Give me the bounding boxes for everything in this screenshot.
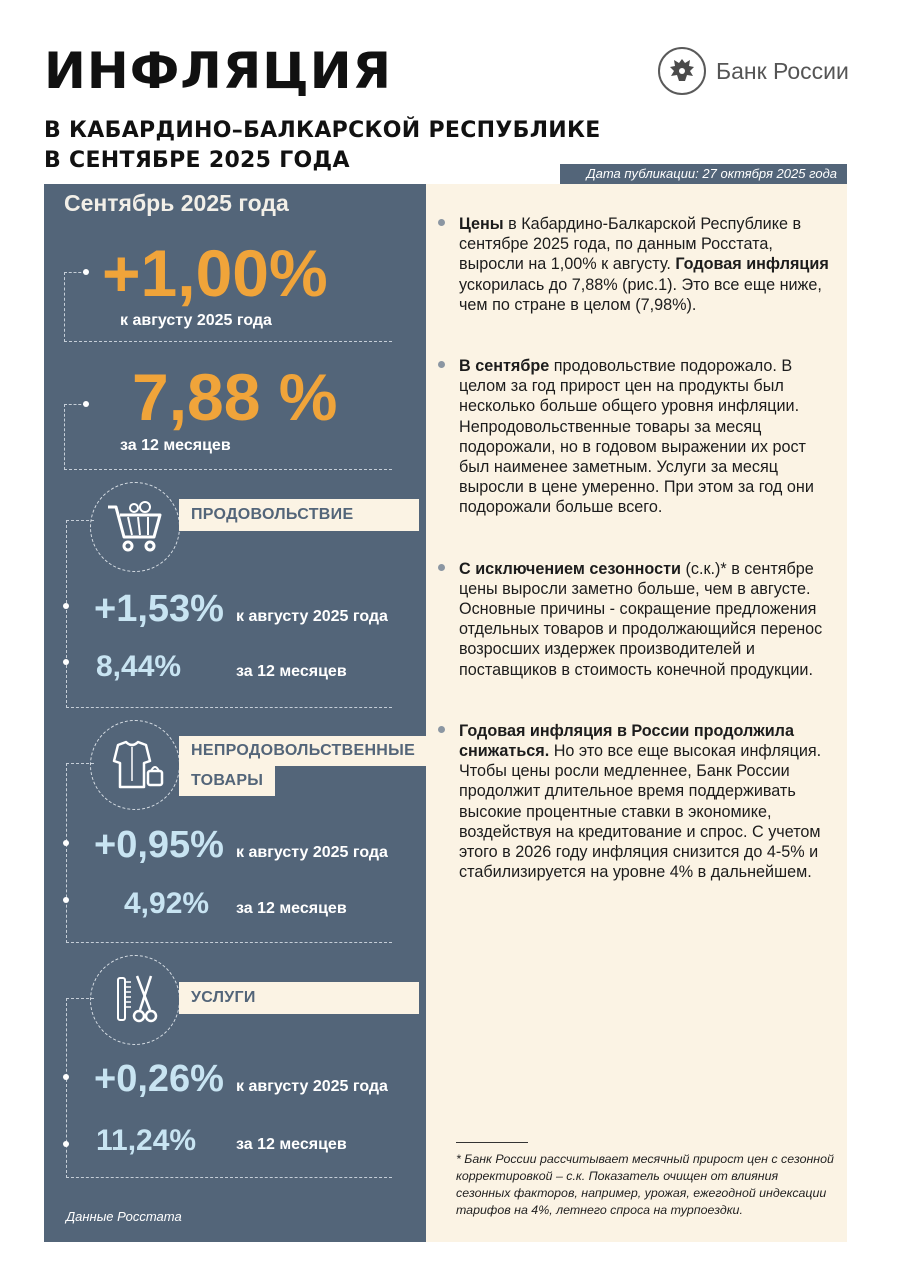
subtitle-line-2: В СЕНТЯБРЕ 2025 ГОДА — [44, 148, 350, 173]
bullet-text: ускорилась до 7,88% (рис.1). Это все еще ниже, чем по стране в целом (7,98%). — [459, 275, 822, 314]
dot-marker — [83, 269, 89, 275]
commentary-list — [438, 214, 838, 923]
bracket-annual — [64, 404, 86, 470]
food-monthly-caption: к августу 2025 года — [236, 608, 388, 625]
comb-scissors-icon — [104, 972, 166, 1028]
page-title: ИНФЛЯЦИЯ — [44, 42, 393, 100]
food-annual-caption: за 12 месяцев — [236, 663, 347, 680]
services-monthly-value: +0,26% — [94, 1058, 224, 1100]
bullet-text: Но это все еще высокая инфляция. Чтобы цены росли медленнее, Банк России продолжит длительное время поддерживать высокие процентные ставки в экономике, воздействуя на кредитование и спрос. С учетом этого в 2026 году инфляция снизится до 4-5% и стабилизируется на уровне 4% в дальнейшем. — [459, 742, 822, 882]
bracket-monthly — [64, 272, 86, 342]
dot-marker — [63, 1074, 69, 1080]
category-label-nonfood — [179, 736, 427, 796]
nonfood-annual-value: 4,92% — [124, 887, 210, 920]
footnote-rule — [456, 1142, 528, 1143]
category-label-food: ПРОДОВОЛЬСТВИЕ — [179, 499, 419, 531]
food-monthly-value: +1,53% — [94, 588, 224, 630]
footnote: * Банк России рассчитывает месячный прирост цен с сезонной корректировкой – с.к. Показатель очищен от влияния сезонных факторов, например, урожая, ежегодной индексации тарифов на 4%, летнего спроса на турпоездки. — [456, 1152, 834, 1217]
bracket-nonfood — [66, 763, 94, 943]
bullet-bold: Годовая инфляция в России продолжила снижаться. — [459, 721, 794, 761]
data-source: Данные Росстата — [66, 1209, 182, 1224]
bullet-text: в Кабардино-Балкарской Республике в сентябре 2025 года, по данным Росстата, выросли на 1,00% к августу. — [459, 215, 802, 274]
category-label-services: УСЛУГИ — [179, 982, 419, 1014]
nonfood-annual-caption: за 12 месяцев — [236, 900, 347, 917]
bullet-bold: В сентябре — [459, 357, 550, 376]
bullet-text: продовольствие подорожало. В целом за год прирост цен на продукты был несколько больше общего уровня инфляции. Непродовольственные товары за месяц подорожали, но в годовом выражении их рост был наименее заметным. Услуги за месяц выросли в цене умеренно. При этом за год они подорожали больше всего. — [459, 357, 814, 517]
clothes-bag-icon — [104, 737, 166, 793]
category-label-nonfood-line1: НЕПРОДОВОЛЬСТВЕННЫЕ — [179, 736, 427, 766]
bank-name: Банк России — [716, 57, 849, 84]
subtitle-line-1: В КАБАРДИНО–БАЛКАРСКОЙ РЕСПУБЛИКЕ — [44, 118, 601, 143]
services-annual-caption: за 12 месяцев — [236, 1136, 347, 1153]
bullet-bold: С исключением сезонности — [459, 559, 681, 578]
dot-marker — [63, 659, 69, 665]
dot-marker — [63, 1141, 69, 1147]
bracket-food — [66, 520, 94, 708]
publication-date: Дата публикации: 27 октября 2025 года — [560, 164, 847, 184]
page-subtitle — [44, 116, 601, 176]
services-icon-circle — [90, 955, 180, 1045]
bullet-text: (с.к.)* в сентябре цены выросли заметно больше, чем в августе. Основные причины - сокращение предложения отдельных товаров и продолжающийся перенос возросших издержек производителей и поставщиков в стоимость конечной продукции. — [459, 559, 823, 679]
services-annual-value: 11,24% — [96, 1124, 197, 1157]
bullet-prices — [438, 214, 838, 315]
divider-annual — [64, 469, 392, 470]
dot-marker — [63, 897, 69, 903]
nonfood-monthly-value: +0,95% — [94, 824, 224, 866]
period-heading: Сентябрь 2025 года — [64, 190, 289, 216]
nonfood-icon-circle — [90, 720, 180, 810]
bullet-bold: Цены — [459, 215, 504, 233]
divider-nonfood — [66, 942, 392, 943]
divider-monthly — [64, 341, 392, 342]
eagle-emblem-icon — [658, 47, 706, 95]
bank-logo — [658, 46, 858, 96]
divider-services — [66, 1177, 392, 1178]
services-monthly-caption: к августу 2025 года — [236, 1078, 388, 1095]
food-annual-value: 8,44% — [96, 650, 182, 683]
nonfood-monthly-caption: к августу 2025 года — [236, 844, 388, 861]
dot-marker — [63, 840, 69, 846]
summary-annual-value: 7,88 % — [132, 360, 338, 434]
bullet-september — [438, 356, 838, 518]
bullet-seasonal — [438, 559, 838, 680]
summary-annual-caption: за 12 месяцев — [120, 437, 231, 454]
bullet-bold: Годовая инфляция — [675, 255, 829, 274]
category-label-nonfood-line2: ТОВАРЫ — [179, 766, 275, 796]
bullet-russia — [438, 721, 838, 883]
summary-monthly-value: +1,00% — [102, 236, 328, 310]
bracket-services — [66, 998, 94, 1178]
dot-marker — [83, 401, 89, 407]
shopping-cart-icon — [104, 499, 166, 555]
divider-food — [66, 707, 392, 708]
dot-marker — [63, 603, 69, 609]
food-icon-circle — [90, 482, 180, 572]
summary-monthly-caption: к августу 2025 года — [120, 312, 272, 329]
